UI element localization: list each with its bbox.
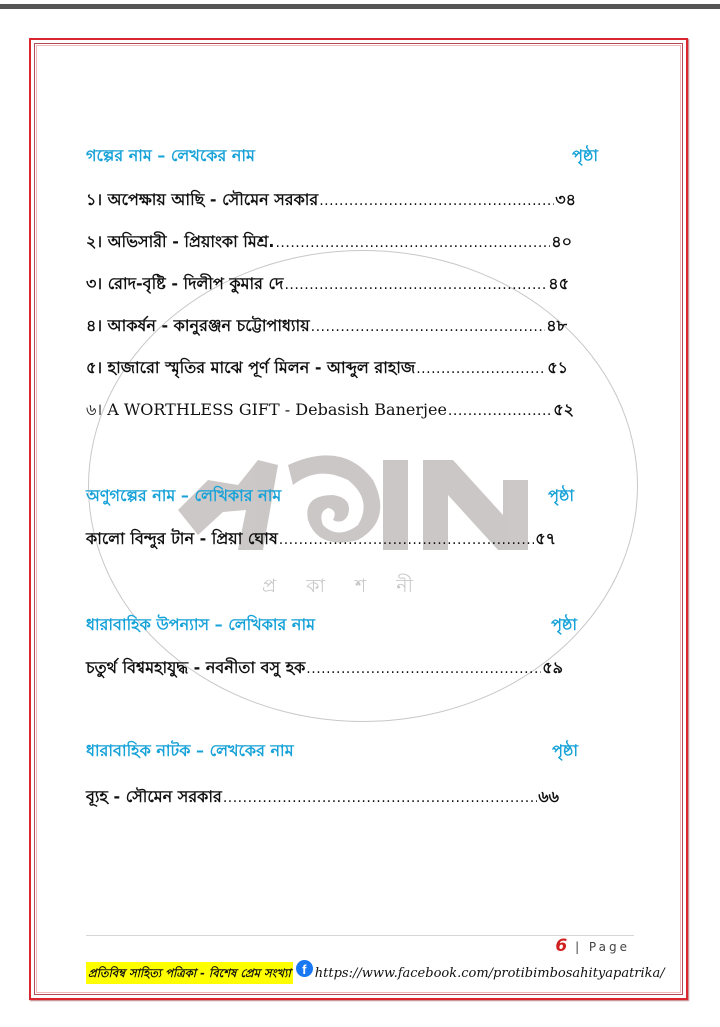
section-heading-stories	[86, 143, 598, 171]
page-column-label: পৃষ্ঠা	[572, 146, 598, 165]
entry-page: ৪৫	[548, 274, 569, 293]
toc-entry[interactable]	[86, 655, 563, 681]
toc-entry[interactable]	[86, 187, 576, 213]
entry-title: ১। অপেক্ষায় আছি - সৌমেন সরকার	[86, 190, 319, 209]
entry-page: ৫৯	[542, 658, 563, 677]
entry-title: ৪। আকর্ষন - কানুরঞ্জন চট্টোপাধ্যায়	[86, 316, 310, 335]
entry-page: ৬৬	[538, 787, 559, 806]
leader-dots	[284, 277, 547, 293]
section-heading-label: গল্পের নাম – লেখকের নাম	[86, 146, 255, 165]
leader-dots	[448, 403, 552, 419]
page-column-label: পৃষ্ঠা	[551, 615, 577, 634]
facebook-url-link[interactable]: https://www.facebook.com/protibimbosahityapatrika/	[314, 965, 665, 981]
section-heading-serial-novel	[86, 612, 577, 640]
entry-page: ৩৪	[555, 190, 576, 209]
entry-page: ৫১	[547, 358, 568, 377]
section-heading-serial-drama	[86, 738, 578, 766]
toc-entry[interactable]	[86, 355, 568, 381]
section-heading-label: ধারাবাহিক উপন্যাস – লেখিকার নাম	[86, 615, 315, 634]
page-number-value: 6	[555, 936, 568, 956]
leader-dots	[311, 319, 546, 335]
toc-entry[interactable]	[86, 526, 556, 552]
section-heading-micro-stories	[86, 483, 574, 511]
entry-title: ব্যূহ - সৌমেন সরকার	[86, 787, 222, 806]
toc-entry[interactable]	[86, 784, 559, 810]
entry-page: ৫২	[553, 400, 574, 419]
leader-dots	[306, 661, 541, 677]
toc-entry[interactable]	[86, 229, 572, 255]
entry-title: ২। অভিসারী - প্রিয়াংকা মিশ্র.	[86, 232, 275, 251]
watermark-subtitle: প্রকাশনী	[262, 575, 444, 597]
toc-entry[interactable]	[86, 397, 574, 423]
leader-dots	[279, 532, 534, 548]
entry-page: ৪০	[551, 232, 572, 251]
entry-page: ৫৭	[535, 529, 556, 548]
section-heading-label: অণুগল্পের নাম – লেখিকার নাম	[86, 486, 282, 505]
page-column-label: পৃষ্ঠা	[552, 741, 578, 760]
page-word: | Page	[575, 940, 630, 954]
page-column-label: পৃষ্ঠা	[548, 486, 574, 505]
footer-divider	[86, 935, 634, 936]
entry-title: চতুর্থ বিশ্বমহাযুদ্ধ - নবনীতা বসু হক	[86, 658, 306, 677]
footer-line	[86, 962, 665, 984]
toc-entry[interactable]	[86, 313, 567, 339]
section-heading-label: ধারাবাহিক নাটক – লেখকের নাম	[86, 741, 294, 760]
entry-title: ৬। A WORTHLESS GIFT - Debasish Banerjee	[86, 400, 447, 419]
leader-dots	[319, 193, 554, 209]
viewer-top-bar	[0, 4, 720, 9]
facebook-icon[interactable]: f	[296, 960, 313, 977]
toc-entry[interactable]	[86, 271, 569, 297]
entry-title: ৫। হাজারো স্মৃতির মাঝে পূর্ণ মিলন - আব্দুল রাহাজ	[86, 358, 416, 377]
entry-title: কালো বিন্দুর টান - প্রিয়া ঘোষ	[86, 529, 278, 548]
leader-dots	[416, 361, 546, 377]
leader-dots	[223, 790, 537, 806]
entry-title: ৩। রোদ-বৃষ্টি - দিলীপ কুমার দে	[86, 274, 284, 293]
page-number	[555, 936, 630, 956]
magazine-name-highlight: প্রতিবিম্ব সাহিত্য পত্রিকা - বিশেষ প্রেম সংখ্যা	[86, 962, 293, 984]
entry-page: ৪৮	[546, 316, 567, 335]
leader-dots	[275, 235, 550, 251]
